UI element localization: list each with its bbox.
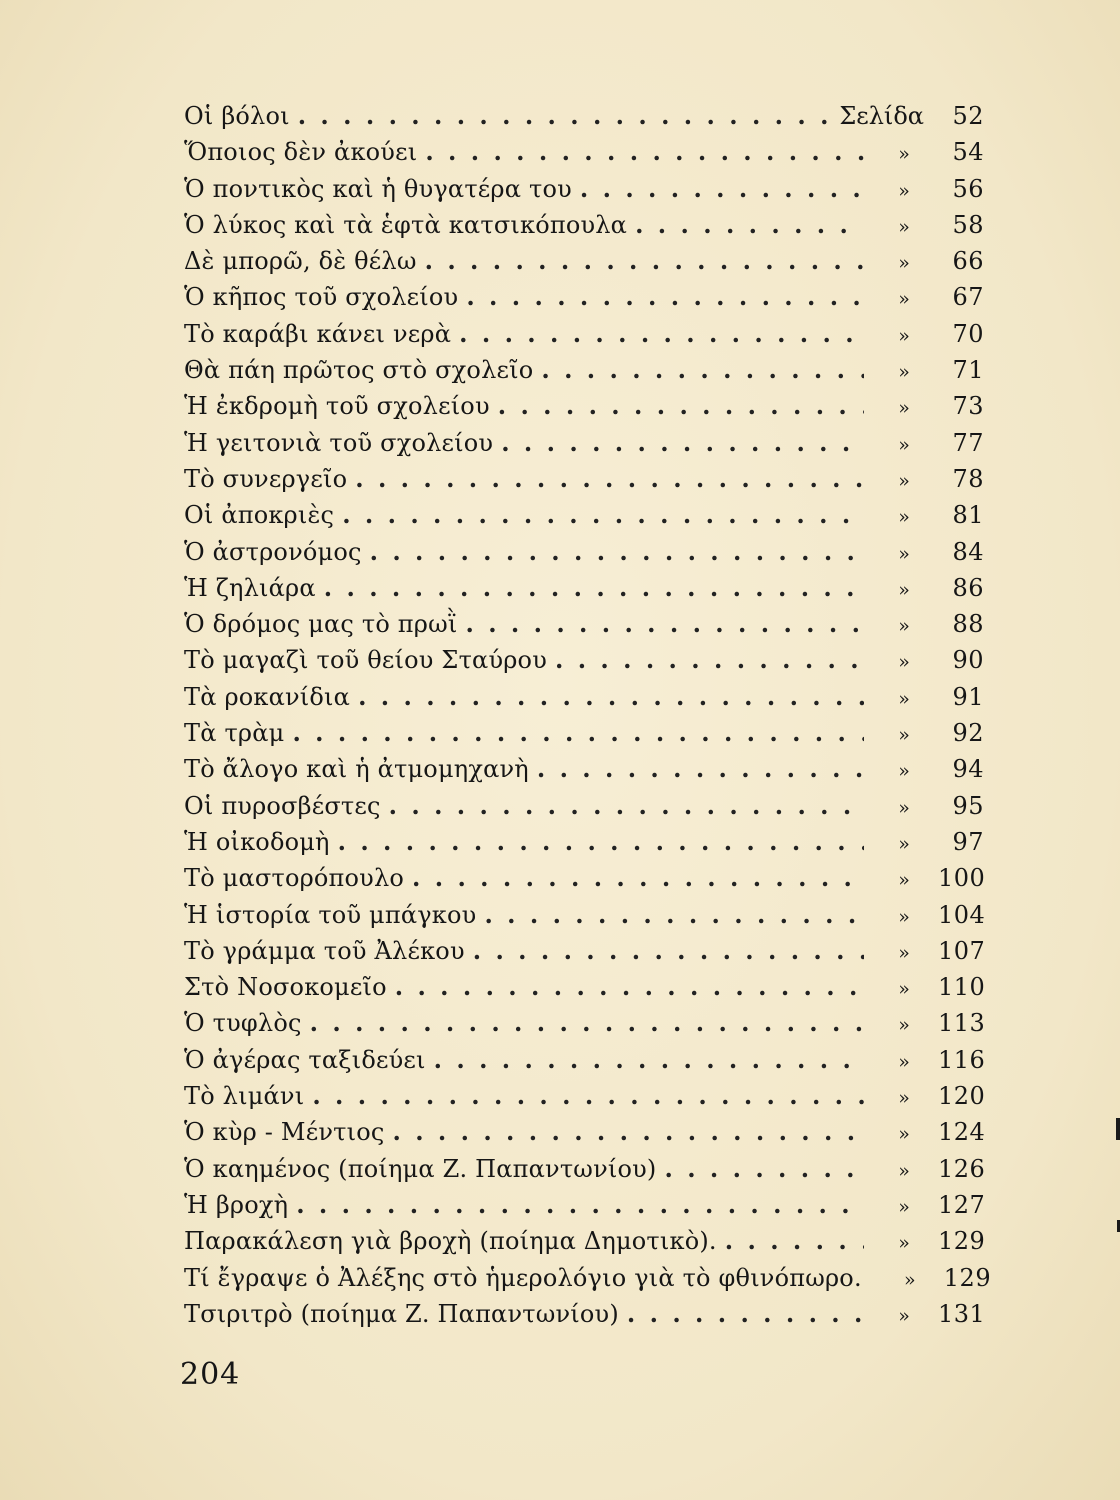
dot-leader <box>425 243 864 279</box>
toc-entry-title: Ὁ ἀστρονόμος <box>184 537 362 566</box>
dot-leader <box>434 1042 864 1078</box>
toc-entry-title: Στὸ Νοσοκομεῖο <box>184 973 387 1002</box>
ditto-mark: » <box>898 1195 910 1218</box>
dot-leader <box>537 751 864 787</box>
dot-leader <box>459 316 864 352</box>
ditto-mark: » <box>898 288 910 311</box>
dot-leader <box>466 279 864 315</box>
toc-entry-title: Τὸ μαγαζὶ τοῦ θείου Σταύρου <box>184 646 547 675</box>
toc-entry-page: 100 <box>938 864 986 893</box>
toc-entry <box>184 860 984 896</box>
toc-entry <box>184 933 984 969</box>
toc-entry-page: 67 <box>952 283 984 312</box>
ditto-mark: » <box>898 542 910 565</box>
toc-entry <box>184 1078 984 1114</box>
toc-entry-title: Τὰ ροκανίδια <box>184 682 351 711</box>
dot-leader <box>664 1151 864 1187</box>
dot-leader <box>298 98 834 134</box>
table-of-contents <box>184 98 992 1332</box>
toc-entry-title: Ἡ ἱστορία τοῦ μπάγκου <box>184 900 477 929</box>
toc-entry <box>184 1187 984 1223</box>
ditto-mark: » <box>898 905 910 928</box>
toc-entry-title: Τὰ τρὰμ <box>184 719 285 748</box>
toc-entry-page: 116 <box>938 1045 986 1074</box>
ditto-mark: » <box>898 724 910 747</box>
toc-entry-page: 110 <box>938 973 986 1002</box>
toc-entry <box>184 1114 984 1150</box>
toc-entry <box>184 98 984 134</box>
toc-entry-page: 84 <box>952 537 984 566</box>
dot-leader <box>370 534 864 570</box>
toc-entry-page: 129 <box>938 1227 986 1256</box>
toc-entry <box>184 1296 984 1332</box>
toc-entry-page: 97 <box>952 827 984 856</box>
dot-leader <box>312 1078 864 1114</box>
toc-entry-title: Οἱ βόλοι <box>184 102 290 130</box>
toc-entry <box>184 606 984 642</box>
dot-leader <box>627 1296 864 1332</box>
ditto-mark: » <box>898 941 910 964</box>
toc-entry <box>184 207 984 243</box>
toc-entry <box>184 570 984 606</box>
toc-entry-title: Οἱ πυροσβέστες <box>184 791 381 820</box>
toc-entry <box>184 352 984 388</box>
dot-leader <box>541 352 864 388</box>
toc-entry <box>184 824 984 860</box>
toc-entry-title: Ὁ κῆπος τοῦ σχολείου <box>184 283 459 312</box>
toc-entry <box>184 969 984 1005</box>
toc-entry <box>184 788 984 824</box>
toc-entry-title: Δὲ μπορῶ, δὲ θέλω <box>184 247 417 276</box>
toc-entry <box>184 497 984 533</box>
ditto-mark: » <box>898 1232 910 1255</box>
ditto-mark: » <box>898 215 910 238</box>
toc-entry-title: Ὁ ἀγέρας ταξιδεύει <box>184 1045 426 1074</box>
dot-leader <box>635 207 864 243</box>
toc-entry-page: 107 <box>938 936 986 965</box>
dot-leader <box>498 388 864 424</box>
ditto-mark: » <box>898 978 910 1001</box>
toc-entry <box>184 461 984 497</box>
ditto-mark: » <box>898 615 910 638</box>
dot-leader <box>310 1005 864 1041</box>
toc-entry-page: 92 <box>952 719 984 748</box>
toc-entry <box>184 751 984 787</box>
toc-entry-page: 58 <box>952 210 984 239</box>
toc-entry-page: 66 <box>952 247 984 276</box>
toc-entry-title: Τί ἔγραψε ὁ Ἀλέξης στὸ ἡμερολόγιο γιὰ τὸ φθινόπωρο. <box>184 1263 862 1292</box>
toc-entry-page: 73 <box>952 392 984 421</box>
dot-leader <box>412 860 864 896</box>
toc-entry-page: 90 <box>952 646 984 675</box>
ditto-mark: » <box>898 651 910 674</box>
toc-entry-page: 95 <box>952 791 984 820</box>
toc-entry-title: Ὁ τυφλὸς <box>184 1009 302 1038</box>
toc-entry-page: 91 <box>952 682 984 711</box>
ditto-mark: » <box>903 1268 916 1291</box>
dot-leader <box>389 788 864 824</box>
dot-leader <box>355 461 864 497</box>
ditto-mark: » <box>898 832 910 855</box>
ditto-mark: » <box>898 578 910 601</box>
ditto-mark: » <box>898 760 910 783</box>
toc-entry <box>184 243 984 279</box>
dot-leader <box>425 134 864 170</box>
toc-entry-title: Τὸ μαστορόπουλο <box>184 864 405 893</box>
toc-entry-title: Τὸ συνεργεῖο <box>184 464 348 493</box>
toc-entry-page: 70 <box>952 319 984 348</box>
toc-entry-page: 127 <box>938 1190 986 1219</box>
toc-entry-title: Ἡ οἰκοδομὴ <box>184 827 330 856</box>
dot-leader <box>393 1114 865 1150</box>
toc-entry-title: Ἡ ἐκδρομὴ τοῦ σχολείου <box>184 392 490 421</box>
toc-entry <box>184 534 984 570</box>
page-label: Σελίδα <box>839 102 924 130</box>
toc-entry-page: 77 <box>952 428 984 457</box>
dot-leader <box>395 969 864 1005</box>
ditto-mark: » <box>898 1087 910 1110</box>
toc-entry <box>184 388 984 424</box>
ditto-mark: » <box>898 1159 910 1182</box>
ditto-mark: » <box>898 1050 910 1073</box>
ditto-mark: » <box>898 252 910 275</box>
toc-entry-page: 71 <box>952 356 984 385</box>
ditto-mark: » <box>898 397 910 420</box>
dot-leader <box>725 1223 864 1259</box>
dot-leader <box>342 497 864 533</box>
ditto-mark: » <box>898 1123 910 1146</box>
dot-leader <box>465 606 864 642</box>
toc-entry-page: 94 <box>952 755 984 784</box>
dot-leader <box>580 171 864 207</box>
dot-leader <box>296 1187 864 1223</box>
toc-entry-title: Τὸ λιμάνι <box>184 1082 305 1111</box>
toc-entry <box>184 134 984 170</box>
dot-leader <box>358 679 864 715</box>
dot-leader <box>324 570 864 606</box>
dot-leader <box>473 933 864 969</box>
toc-entry <box>184 1260 992 1296</box>
toc-entry-page: 88 <box>952 610 984 639</box>
toc-entry-page: 86 <box>952 573 984 602</box>
toc-entry-page: 104 <box>938 900 986 929</box>
dot-leader <box>292 715 864 751</box>
toc-entry <box>184 425 984 461</box>
ditto-mark: » <box>898 433 910 456</box>
toc-entry-page: 54 <box>952 138 984 167</box>
toc-entry-title: Ὁ ποντικὸς καὶ ἡ θυγατέρα του <box>184 174 572 203</box>
ditto-mark: » <box>898 869 910 892</box>
toc-entry-title: Ὁ καημένος (ποίημα Ζ. Παπαντωνίου) <box>184 1154 657 1183</box>
ditto-mark: » <box>898 469 910 492</box>
toc-entry-title: Ὁ δρόμος μας τὸ πρωῒ <box>184 610 458 639</box>
toc-entry-title: Τὸ ἄλογο καὶ ἡ ἀτμομηχανὴ <box>184 755 529 784</box>
toc-entry <box>184 279 984 315</box>
toc-entry <box>184 1223 984 1259</box>
ditto-mark: » <box>898 1014 910 1037</box>
toc-entry-page: 113 <box>938 1009 986 1038</box>
toc-entry-title: Τσιριτρὸ (ποίημα Ζ. Παπαντωνίου) <box>184 1299 619 1328</box>
toc-entry-title: Ὁ λύκος καὶ τὰ ἑφτὰ κατσικόπουλα <box>184 210 628 239</box>
page-number: 204 <box>180 1357 241 1392</box>
ditto-mark: » <box>898 796 910 819</box>
toc-entry <box>184 1042 984 1078</box>
toc-entry-page: 131 <box>938 1299 986 1328</box>
toc-entry <box>184 715 984 751</box>
toc-entry-page: 124 <box>938 1118 986 1147</box>
toc-entry-title: Οἱ ἀποκριὲς <box>184 501 335 530</box>
toc-entry-page: 129 <box>943 1263 992 1292</box>
dot-leader <box>338 824 864 860</box>
toc-entry-page: 120 <box>938 1082 986 1111</box>
toc-entry-title: Τὸ γράμμα τοῦ Ἀλέκου <box>184 936 465 965</box>
dot-leader <box>484 897 864 933</box>
toc-entry-title: Θὰ πάη πρῶτος στὸ σχολεῖο <box>184 356 534 385</box>
toc-entry <box>184 679 984 715</box>
ditto-mark: » <box>898 361 910 384</box>
toc-entry <box>184 316 984 352</box>
toc-entry-title: Παρακάλεση γιὰ βροχὴ (ποίημα Δημοτικὸ). <box>184 1227 717 1256</box>
toc-entry <box>184 1151 984 1187</box>
toc-entry-page: 126 <box>938 1154 986 1183</box>
toc-entry-page: 52 <box>952 102 984 130</box>
toc-entry <box>184 642 984 678</box>
toc-entry-title: Ἡ γειτονιὰ τοῦ σχολείου <box>184 428 494 457</box>
toc-entry-title: Ὁ κὺρ - Μέντιος <box>184 1118 385 1147</box>
toc-entry-title: Ἡ βροχὴ <box>184 1190 289 1219</box>
ditto-mark: » <box>898 179 910 202</box>
toc-entry <box>184 171 984 207</box>
toc-entry-page: 81 <box>952 501 984 530</box>
toc-entry-page: 56 <box>952 174 984 203</box>
ditto-mark: » <box>898 687 910 710</box>
toc-entry <box>184 897 984 933</box>
toc-entry-page: 78 <box>952 464 984 493</box>
ditto-mark: » <box>898 324 910 347</box>
scan-edge-mark <box>1116 1118 1120 1140</box>
toc-entry <box>184 1005 984 1041</box>
dot-leader <box>501 425 864 461</box>
dot-leader <box>555 642 864 678</box>
ditto-mark: » <box>898 506 910 529</box>
toc-entry-title: Τὸ καράβι κάνει νερὰ <box>184 319 452 348</box>
ditto-mark: » <box>898 1304 910 1327</box>
toc-entry-title: Ἡ ζηλιάρα <box>184 573 316 602</box>
ditto-mark: » <box>898 143 910 166</box>
toc-entry-title: Ὅποιος δὲν ἀκούει <box>184 138 418 167</box>
